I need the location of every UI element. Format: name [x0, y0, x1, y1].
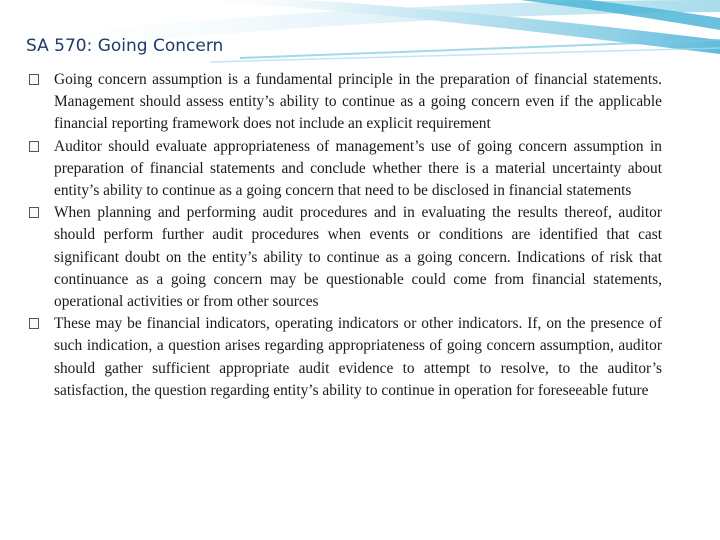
bullet-item	[28, 136, 662, 203]
header-swoosh-decoration	[0, 0, 720, 70]
slide-title: SA 570: Going Concern	[26, 36, 224, 56]
bullet-square-icon	[29, 207, 39, 218]
bullet-text: These may be financial indicators, operating indicators or other indicators. If, on the presence of such indication, a question arises regarding appropriateness of going concern assumption, auditor should gather sufficient appropriate audit evidence to attempt to resolve, to the auditor’s satisfaction, the question regarding entity’s ability to continue in operation for foreseeable future	[54, 315, 662, 399]
bullet-square-icon	[29, 74, 39, 85]
bullet-item	[28, 313, 662, 402]
bullet-square-icon	[29, 318, 39, 329]
bullet-list	[28, 69, 662, 402]
bullet-text: When planning and performing audit procedures and in evaluating the results thereof, auditor should perform further audit procedures when events or conditions are identified that cast significant doubt on the entity’s ability to continue as a going concern. Indications of risk that continuance as a going concern may be questionable could come from financial statements, operational activities or from other sources	[54, 204, 662, 311]
bullet-square-icon	[29, 141, 39, 152]
bullet-item	[28, 202, 662, 313]
bullet-item	[28, 69, 662, 136]
bullet-text: Going concern assumption is a fundamental principle in the preparation of financial statements. Management should assess entity’s ability to continue as a going concern even if the applicable financial reporting framework does not include an explicit requirement	[54, 71, 662, 133]
bullet-text: Auditor should evaluate appropriateness of management’s use of going concern assumption in preparation of financial statements and conclude whether there is a material uncertainty about entity’s ability to continue as a going concern that need to be disclosed in financial statements	[54, 137, 662, 200]
